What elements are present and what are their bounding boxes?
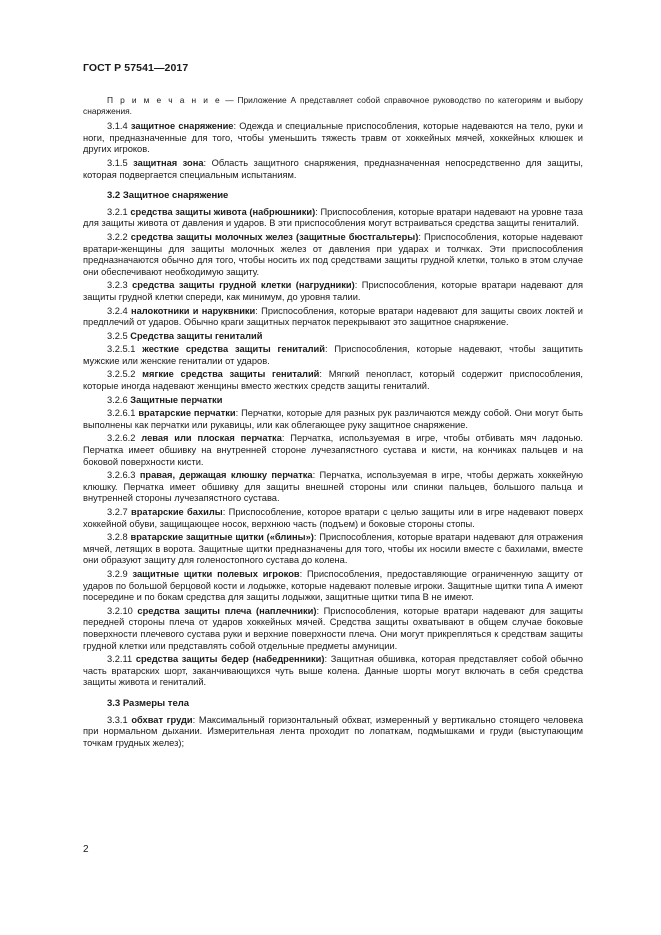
term-name: защитная зона: [133, 157, 204, 168]
term-definition: : Одежда и специальные приспособления, которые надеваются на тело, руки и ноги, предназначенные для того, чтобы уменьшить тяжесть травм от хоккейных мячей, хоккейных клюшек и других игроков.: [83, 121, 583, 155]
term-number: 3.2.11: [107, 654, 136, 665]
term-number: 3.2.6: [107, 394, 131, 405]
term-name: правая, держащая клюшку перчатка: [139, 470, 313, 481]
term-definition: : Перчатка, используемая в игре, чтобы отбивать мяч ладонью. Перчатка имеет обшивку на внутренней стороне лучезапястного сустава и кисти, на кончиках пальцев и на боковой поверхности кисти.: [83, 433, 584, 467]
term-number: 3.2.8: [107, 532, 131, 543]
term-definition: : Приспособления, которые вратари надевают для защиты передней стороны плеча от ударов хоккейных мячей. Средства защиты охватывают в общем случае боковые поверхности плечевого сустава руки и верхние поверхности плеча. Они могут прикрепляться к средствам защиты грудной клетки или представлять собой отдельные предметы амуниции.: [83, 605, 583, 651]
section-terms-33: [83, 715, 583, 750]
term-paragraph: [83, 654, 583, 689]
term-definition: : Мягкий пенопласт, который содержит приспособления, которые иногда надевают женщины вместо жестких средств защиты гениталий.: [83, 369, 583, 392]
term-definition: : Приспособления, которые вратари надевают на уровне таза для защиты живота от давления и ударов. В эти приспособления могут встраиваться средства защиты гениталий.: [83, 206, 583, 229]
note-label: П р и м е ч а н и е: [107, 95, 222, 105]
term-number: 3.2.4: [107, 305, 131, 316]
term-name: защитное снаряжение: [130, 121, 234, 132]
term-name: налокотники и наруквники: [130, 305, 256, 316]
term-name: вратарские бахилы: [131, 507, 223, 517]
section-heading-3-3: 3.3 Размеры тела: [107, 697, 190, 709]
term-definition: : Приспособления, которые надевают вратари-женщины для защиты молочных желез от давления при ударах и толчках. Эти приспособления предназначаются обычно для того, чтобы носить их под средствами защиты грудной клетки, только в этом случае они обеспечивают необходимую защиту.: [83, 231, 583, 277]
page-number: 2: [83, 844, 89, 855]
term-paragraph: [83, 331, 583, 343]
term-name: левая или плоская перчатка: [141, 433, 282, 444]
term-name: вратарские защитные щитки («блины»): [130, 532, 314, 543]
term-number: 3.2.6.1: [107, 408, 139, 419]
term-name: мягкие средства защиты гениталий: [142, 369, 320, 380]
term-number: 3.2.5.2: [107, 369, 143, 380]
note-paragraph: [83, 95, 583, 116]
term-number: 3.2.1: [107, 206, 131, 217]
term-name: Средства защиты гениталий: [130, 330, 263, 341]
term-definition: : Приспособления, которые надевают, чтобы защитить мужские или женские гениталии от ударов.: [83, 344, 583, 366]
term-number: 3.3.1: [107, 714, 132, 725]
term-number: 3.2.5: [107, 330, 131, 341]
term-number: 3.1.5: [107, 157, 134, 168]
note-text: — Приложение А представляет собой справочное руководство по категориям и выбору снаряжения.: [83, 95, 583, 116]
term-name: вратарские перчатки: [138, 408, 236, 419]
term-number: 3.2.2: [107, 231, 131, 242]
term-number: 3.2.7: [107, 507, 132, 517]
term-name: средства защиты бедер (набедренники): [135, 654, 325, 665]
term-number: 3.2.5.1: [107, 344, 143, 355]
term-name: жесткие средства защиты гениталий: [142, 344, 325, 355]
term-paragraph: [83, 532, 583, 567]
term-definition: : Максимальный горизонтальный обхват, измеренный у вертикально стоящего человека при нормальном дыхании. Измерительная лента проходит по лопаткам, подмышками и груди (выступающим точкам грудных желез);: [83, 714, 583, 748]
term-definition: : Перчатка, используемая в игре, чтобы держать хоккейную клюшку. Перчатка имеет обшивку для защиты внешней стороны или спинки пальцев, большого пальца и внутренней стороны лучезапястного сустава.: [83, 470, 584, 504]
term-paragraph: [83, 606, 583, 652]
term-paragraph: [83, 408, 583, 431]
term-name: средства защиты молочных желез (защитные бюстгальтеры): [130, 231, 419, 242]
term-number: 3.1.4: [107, 121, 131, 132]
term-number: 3.2.3: [107, 280, 133, 291]
term-definition: : Приспособления, предоставляющие ограниченную защиту от ударов по большой берцовой кости и лодыжке, которые надевают полевые игроки. Защитные щитки типа А имеют посередине и по бокам средства для защиты лодыжки, защитные щитки типа В не имеют.: [83, 568, 583, 603]
term-paragraph: [83, 207, 583, 230]
term-paragraph: [83, 344, 583, 367]
term-paragraph: [83, 395, 583, 407]
term-paragraph: [83, 470, 583, 505]
term-definition: : Приспособления, которые вратари надевают для защиты грудной клетки спереди, как минимум, до уровня талии.: [83, 280, 583, 302]
term-name: средства защиты грудной клетки (нагрудники): [132, 280, 355, 291]
term-definition: : Область защитного снаряжения, предназначенная непосредственно для защиты, которая подвергается специальным испытаниям.: [83, 157, 583, 180]
term-definition: : Защитная обшивка, которая представляет собой обычно часть вратарских шорт, заканчивающихся чуть выше колена. Данные шорты могут включать в себя средства защиты живота и гениталий.: [83, 654, 583, 688]
term-paragraph: [83, 306, 583, 329]
term-definition: : Приспособления, которые вратари надевают для защиты своих локтей и предплечий от ударов. Обычно краги защитных перчаток перекрывают это защитное снаряжение.: [83, 305, 583, 328]
term-definition: : Перчатки, которые для разных рук различаются между собой. Они могут быть выполнены как перчатки или рукавицы, или как облегающее руку защитное снаряжение.: [83, 408, 583, 430]
term-name: защитные щитки полевых игроков: [132, 568, 300, 579]
term-definition: : Приспособление, которое вратари с целью защиты или в игре надевают поверх хоккейной обуви, защищающее носок, верхнюю часть (подъем) и боковые стороны стопы.: [83, 507, 583, 529]
term-paragraph: [83, 158, 583, 181]
document-body: [83, 95, 583, 751]
term-paragraph: [83, 369, 583, 392]
term-paragraph: [83, 507, 583, 530]
term-number: 3.2.6.3: [107, 470, 140, 481]
term-definition: : Приспособления, которые вратари надевают для отражения мячей, летящих в ворота. Защитные щитки предназначены для того, чтобы их носили вместе с бахилами, вместе они образуют защиту для голеностопного сустава до колена.: [83, 532, 583, 566]
term-name: обхват груди: [131, 714, 193, 725]
term-name: средства защиты плеча (наплечники): [137, 605, 317, 616]
term-paragraph: [83, 280, 583, 303]
term-name: Защитные перчатки: [130, 394, 223, 405]
section-terms-32: [83, 207, 583, 689]
section-terms-31: [83, 121, 583, 181]
term-paragraph: [83, 433, 583, 468]
term-paragraph: [83, 232, 583, 278]
section-heading-3-2: 3.2 Защитное снаряжение: [107, 190, 229, 202]
term-number: 3.2.10: [107, 605, 138, 616]
term-name: средства защиты живота (набрюшники): [130, 206, 316, 217]
term-paragraph: [83, 715, 583, 750]
term-number: 3.2.6.2: [107, 433, 142, 444]
term-number: 3.2.9: [107, 568, 133, 579]
document-header: ГОСТ Р 57541—2017: [83, 62, 189, 74]
term-paragraph: [83, 569, 583, 604]
term-paragraph: [83, 121, 583, 156]
